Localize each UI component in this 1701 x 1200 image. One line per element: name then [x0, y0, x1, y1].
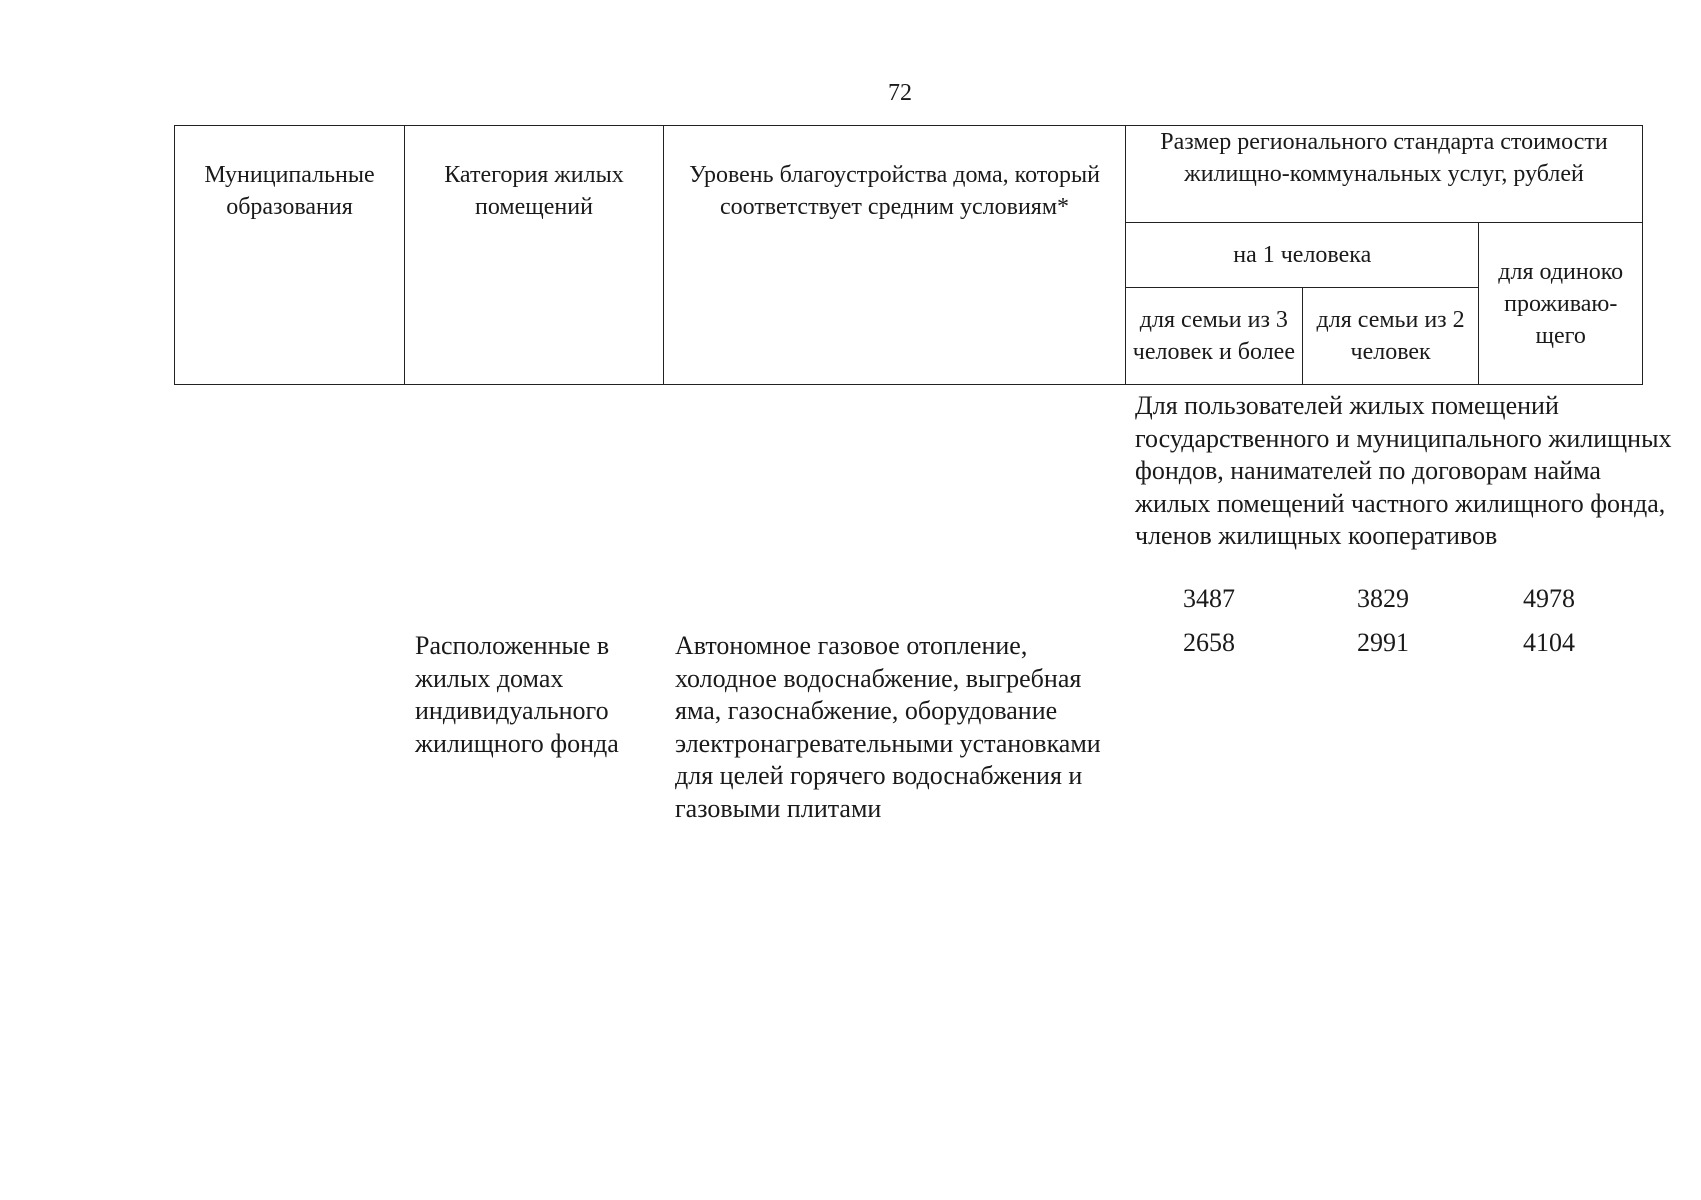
header-table	[174, 125, 1643, 385]
header-municipalities: Муниципальные образования	[175, 126, 405, 385]
section-note: Для пользователей жилых помещений государственного и муниципального жилищных фондов, нанимателей по договорам найма жилых помещений частного жилищного фонда, членов жилищных кооперативов	[1135, 391, 1672, 550]
value-row2-single: 4104	[1523, 628, 1575, 657]
row2-category: Расположенные в жилых домах индивидуального жилищного фонда	[415, 631, 619, 758]
header-family3: для семьи из 3 человек и более	[1126, 288, 1303, 385]
header-family2: для семьи из 2 человек	[1302, 288, 1479, 385]
header-category: Категория жилых помещений	[405, 126, 664, 385]
header-level: Уровень благоустройства дома, который соответствует средним условиям*	[664, 126, 1126, 385]
row2-level: Автономное газовое отопление, холодное водоснабжение, выгребная яма, газоснабжение, оборудование электронагревательными установками для целей горячего водоснабжения и газовыми плитами	[675, 631, 1101, 823]
value-row2-family2: 2991	[1357, 628, 1409, 657]
header-single: для одиноко проживаю-щего	[1479, 223, 1643, 385]
header-standard-size: Размер регионального стандарта стоимости жилищно-коммунальных услуг, рублей	[1126, 126, 1643, 223]
page-number: 72	[888, 80, 912, 106]
value-row1-family3: 3487	[1183, 584, 1235, 613]
value-row1-family2: 3829	[1357, 584, 1409, 613]
header-per-person: на 1 человека	[1126, 223, 1479, 288]
value-row1-single: 4978	[1523, 584, 1575, 613]
value-row2-family3: 2658	[1183, 628, 1235, 657]
